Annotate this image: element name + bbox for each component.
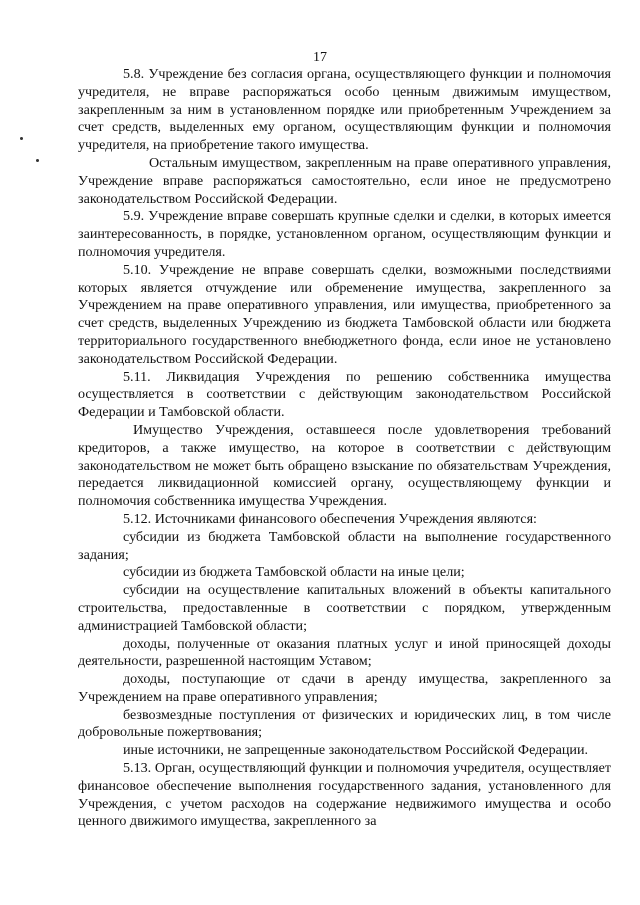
list-item-subsidy-capital: субсидии на осуществление капитальных вложений в объекты капитального строительства, предоставленные в соответствии с порядком, утвержденным администрацией Тамбовской области; bbox=[78, 582, 611, 634]
document-body bbox=[78, 66, 611, 831]
list-item-rent-income: доходы, поступающие от сдачи в аренду имущества, закрепленного за Учреждением на праве оперативного управления; bbox=[78, 671, 611, 705]
list-item-subsidy-state-task: субсидии из бюджета Тамбовской области на выполнение государственного задания; bbox=[78, 528, 611, 563]
paragraph-5-10: 5.10. Учреждение не вправе совершать сделки, возможными последствиями которых является отчуждение или обременение имущества, закрепленного за Учреждением на праве оперативного управления, или имущества, приобретенного за счет средств, выделенных Учреждению из бюджета Тамбовской области или бюджета территориального государственного внебюджетного фонда, если иное не установлено законодательством Российской Федерации. bbox=[78, 261, 611, 367]
paragraph-5-12: 5.12. Источниками финансового обеспечения Учреждения являются: bbox=[123, 510, 537, 527]
list-item-other-sources: иные источники, не запрещенные законодательством Российской Федерации. bbox=[123, 742, 589, 759]
list-item-paid-services-income: доходы, полученные от оказания платных услуг и иной приносящей доходы деятельности, разрешенной настоящим Уставом; bbox=[78, 635, 611, 670]
list-item-donations: безвозмездные поступления от физических и юридических лиц, в том числе добровольные пожертвования; bbox=[78, 706, 611, 741]
margin-dot bbox=[36, 159, 39, 162]
paragraph-5-8: 5.8. Учреждение без согласия органа, осуществляющего функции и полномочия учредителя, не вправе распоряжаться особо ценным движимым имуществом, закрепленным за ним в установленном порядке или приобретенным Учреждением за счет средств, выделенных ему органом, осуществляющим функции и полномочия учредителя, на приобретение такого имущества. bbox=[78, 66, 611, 154]
page-number: 17 bbox=[313, 50, 327, 65]
paragraph-5-11: 5.11. Ликвидация Учреждения по решению собственника имущества осуществляется в соответствии с действующим законодательством Российской Федерации и Тамбовской области. bbox=[78, 368, 611, 421]
paragraph-5-13: 5.13. Орган, осуществляющий функции и полномочия учредителя, осуществляет финансовое обеспечение выполнения государственного задания, установленного для Учреждения, с учетом расходов на содержание недвижимого имущества и особо ценного движимого имущества, закрепленного за bbox=[78, 760, 611, 830]
margin-dot bbox=[20, 137, 23, 140]
paragraph-liquidation-property: Имущество Учреждения, оставшееся после удовлетворения требований кредиторов, а также имущество, на которое в соответствии с действующим законодательством не может быть обращено взыскание по обязательствам Учреждения, передается ликвидационной комиссией органу, осуществляющему функции и полномочия собственника имущества Учреждения. bbox=[78, 421, 611, 510]
paragraph-5-9: 5.9. Учреждение вправе совершать крупные сделки и сделки, в которых имеется заинтересованность, в порядке, установленном органом, осуществляющим функции и полномочия учредителя. bbox=[78, 208, 611, 260]
paragraph-remaining-property: Остальным имуществом, закрепленным на праве оперативного управления, Учреждение вправе распоряжаться самостоятельно, если иное не предусмотрено законодательством Российской Федерации. bbox=[78, 154, 611, 207]
list-item-subsidy-other: субсидии из бюджета Тамбовской области на иные цели; bbox=[123, 564, 465, 581]
